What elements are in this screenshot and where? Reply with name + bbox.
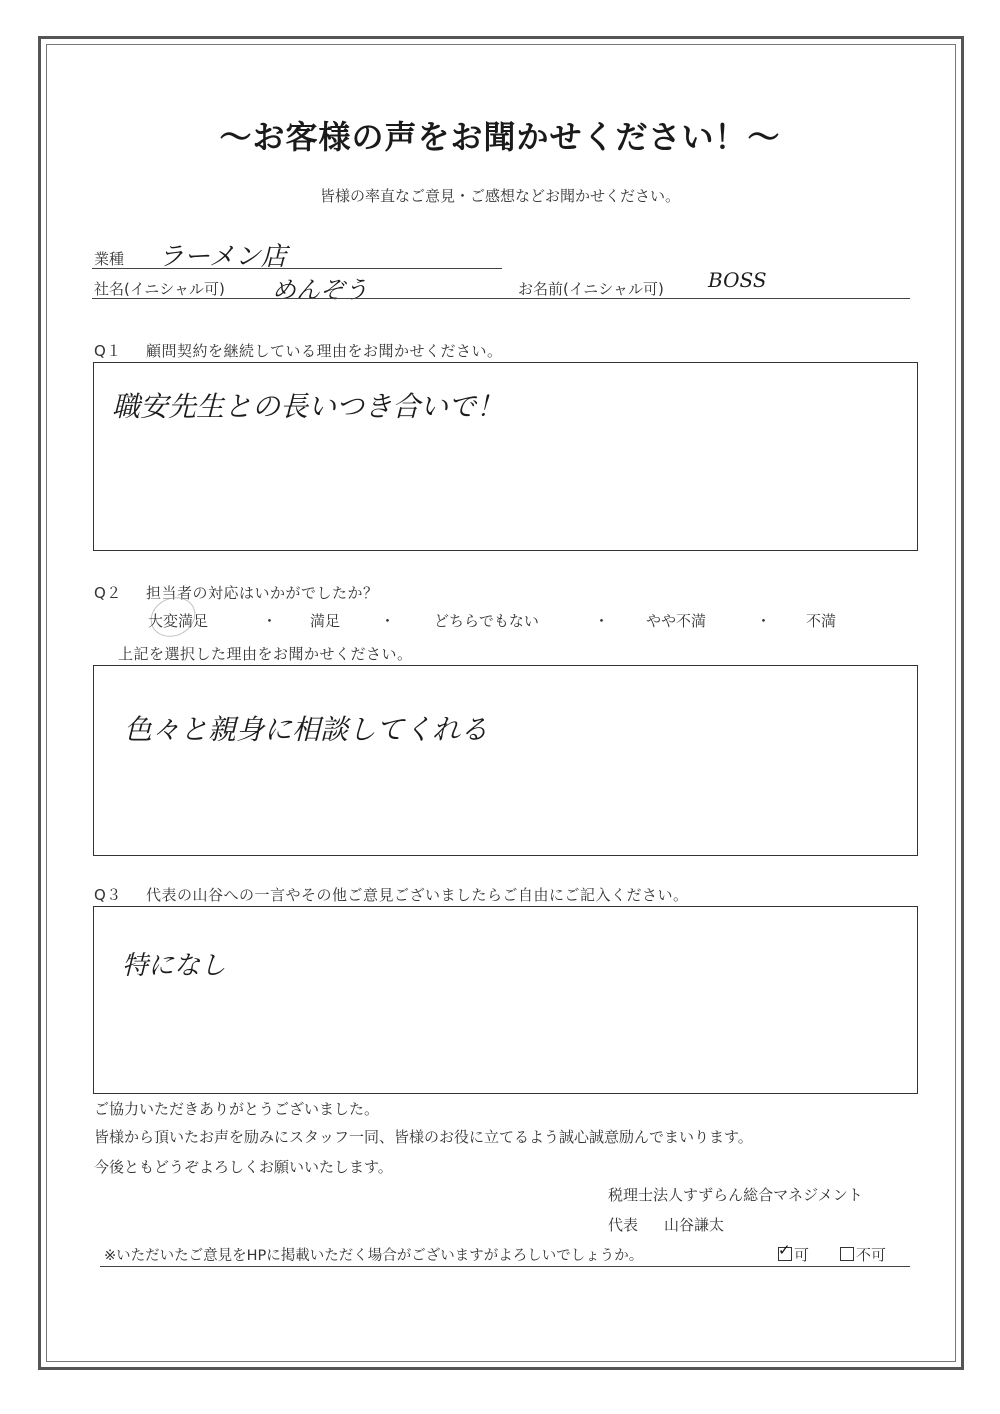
consent-yes[interactable]	[778, 1244, 809, 1265]
signature-rep-name: 山谷謙太	[664, 1216, 725, 1234]
page-subtitle: 皆様の率直なご意見・ご感想などお聞かせください。	[319, 187, 680, 205]
q3-answer-box[interactable]	[93, 906, 918, 1094]
closing-line-2: 皆様から頂いたお声を励みにスタッフ一同、皆様のお役に立てるよう誠心誠意励んでまいります。	[94, 1128, 753, 1146]
industry-underline	[92, 268, 502, 269]
option-satisfied[interactable]: 満足	[310, 612, 341, 630]
company-value[interactable]: めんぞう	[272, 276, 368, 304]
q1-answer-box[interactable]	[93, 362, 918, 551]
q3-label: Q３	[94, 886, 122, 904]
page-title: 〜お客様の声をお聞かせください！〜	[219, 118, 781, 156]
q2-answer-box[interactable]	[93, 665, 918, 856]
signature-rep-title: 代表	[608, 1216, 639, 1234]
q2-question: 担当者の対応はいかがでしたか？	[146, 584, 379, 602]
consent-no[interactable]	[840, 1244, 886, 1265]
company-label: 社名(イニシャル可)	[94, 280, 225, 298]
company-name-underline	[92, 298, 910, 299]
closing-line-3: 今後ともどうぞよろしくお願いいたします。	[94, 1158, 393, 1176]
industry-value[interactable]: ラーメン店	[158, 242, 287, 272]
signature-company: 税理士法人すずらん総合マネジメント	[608, 1186, 863, 1204]
consent-no-label: 不可	[856, 1246, 887, 1264]
closing-line-1: ご協力いただきありがとうございました。	[94, 1100, 380, 1118]
checkbox-checked-icon[interactable]	[778, 1247, 792, 1261]
option-separator: ・	[756, 612, 772, 630]
name-label: お名前(イニシャル可)	[518, 280, 664, 298]
q3-question: 代表の山谷への一言やその他ご意見ございましたらご自由にご記入ください。	[146, 886, 689, 904]
q1-question: 顧問契約を継続している理由をお聞かせください。	[146, 342, 503, 360]
q2-reason-prompt: 上記を選択した理由をお聞かせください。	[118, 645, 413, 663]
option-separator: ・	[594, 612, 610, 630]
option-very-satisfied[interactable]: 大変満足	[148, 612, 209, 630]
option-separator: ・	[380, 612, 396, 630]
option-dissatisfied[interactable]: 不満	[806, 612, 837, 630]
option-separator: ・	[262, 612, 278, 630]
industry-label: 業種	[94, 250, 125, 268]
q2-answer: 色々と親身に相談してくれる	[124, 713, 489, 746]
consent-yes-label: 可	[794, 1246, 810, 1264]
q1-label: Q１	[94, 342, 122, 360]
q2-label: Q２	[94, 584, 122, 602]
consent-underline	[100, 1266, 910, 1267]
consent-text: ※いただいたご意見をHPに掲載いただく場合がございますがよろしいでしょうか。	[104, 1248, 644, 1264]
q3-answer: 特になし	[122, 951, 227, 981]
option-neutral[interactable]: どちらでもない	[434, 612, 539, 630]
q1-answer: 職安先生との長いつき合いで！	[112, 390, 505, 423]
name-value[interactable]: BOSS	[708, 268, 767, 292]
checkbox-empty-icon[interactable]	[840, 1247, 854, 1261]
option-somewhat-dissatisfied[interactable]: やや不満	[646, 612, 707, 630]
